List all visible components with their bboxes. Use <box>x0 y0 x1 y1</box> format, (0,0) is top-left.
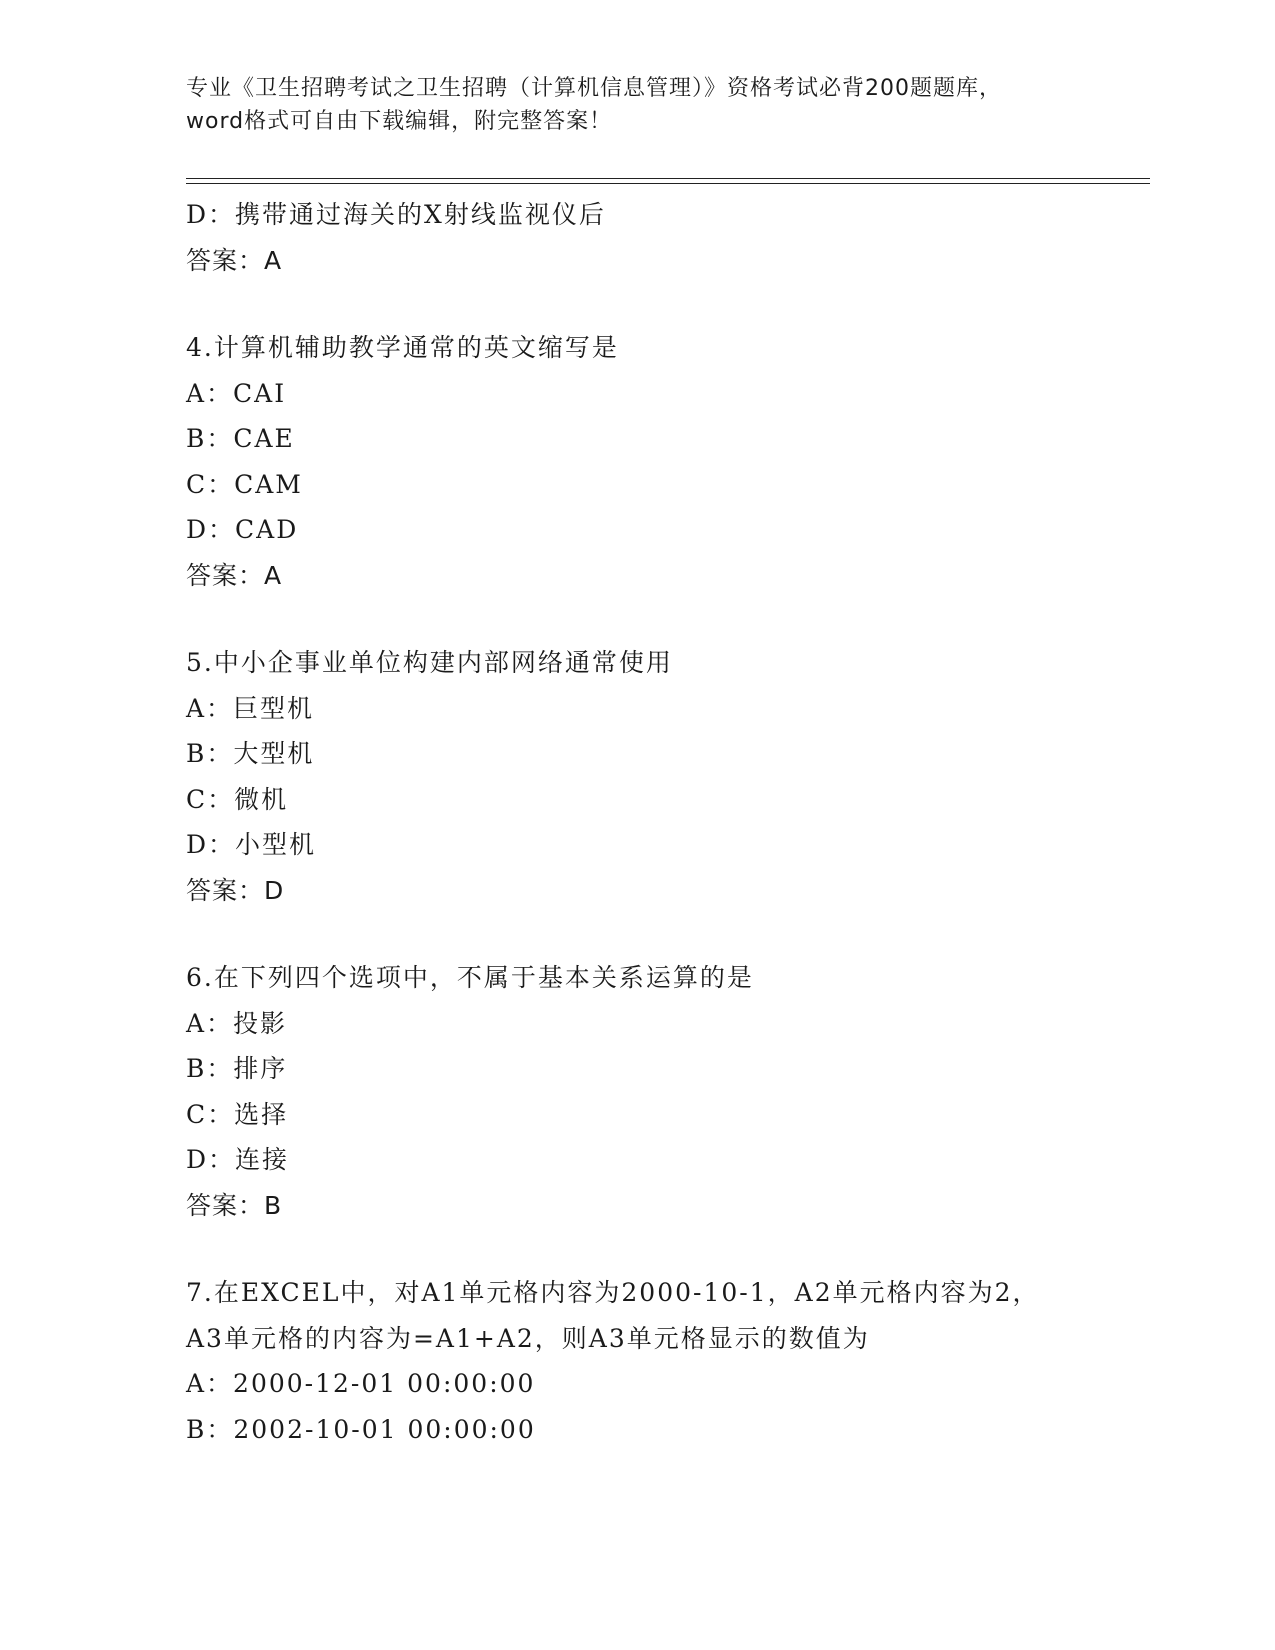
question-5 <box>186 640 1146 913</box>
option-c: C：CAM <box>186 469 303 499</box>
option-d: D：小型机 <box>186 830 317 859</box>
header-line-1: 专业《卫生招聘考试之卫生招聘（计算机信息管理）》资格考试必背200题题库， <box>186 76 1002 101</box>
answer-line: 答案：A <box>186 245 283 275</box>
question-stem-line-2: A3单元格的内容为=A1+A2，则A3单元格显示的数值为 <box>186 1323 870 1353</box>
header-rule-bottom <box>186 183 1150 184</box>
option-c: C：选择 <box>186 1099 289 1129</box>
carryover-question <box>186 192 1146 283</box>
option-d: D：CAD <box>186 515 299 544</box>
question-4 <box>186 325 1146 598</box>
question-6 <box>186 955 1146 1228</box>
option-a: A：巨型机 <box>186 693 315 723</box>
option-d: D：连接 <box>186 1145 290 1174</box>
question-stem: 6.在下列四个选项中，不属于基本关系运算的是 <box>186 963 754 992</box>
question-stem-line-1: 7.在EXCEL中，对A1单元格内容为2000-10-1，A2单元格内容为2， <box>186 1278 1040 1307</box>
answer-line: 答案：A <box>186 560 283 590</box>
option-b: B：排序 <box>186 1054 288 1083</box>
document-header <box>186 72 1086 138</box>
option-a: A：2000-12-01 00:00:00 <box>186 1369 536 1398</box>
question-stem: 5.中小企事业单位构建内部网络通常使用 <box>186 648 673 677</box>
option-c: C：微机 <box>186 784 289 814</box>
answer-line: 答案：D <box>186 875 285 905</box>
question-7 <box>186 1270 1146 1452</box>
option-b: B：大型机 <box>186 739 315 768</box>
option-a: A：投影 <box>186 1008 288 1038</box>
answer-line: 答案：B <box>186 1190 283 1220</box>
option-b: B：CAE <box>186 424 295 453</box>
option-a: A：CAI <box>186 378 287 408</box>
option-b: B：2002-10-01 00:00:00 <box>186 1414 536 1444</box>
header-line-2: word格式可自由下载编辑，附完整答案！ <box>186 109 613 134</box>
question-stem: 4.计算机辅助教学通常的英文缩写是 <box>186 333 619 362</box>
header-rule-top <box>186 178 1150 179</box>
option-d: D：携带通过海关的X射线监视仪后 <box>186 200 606 229</box>
question-list <box>186 192 1146 1452</box>
